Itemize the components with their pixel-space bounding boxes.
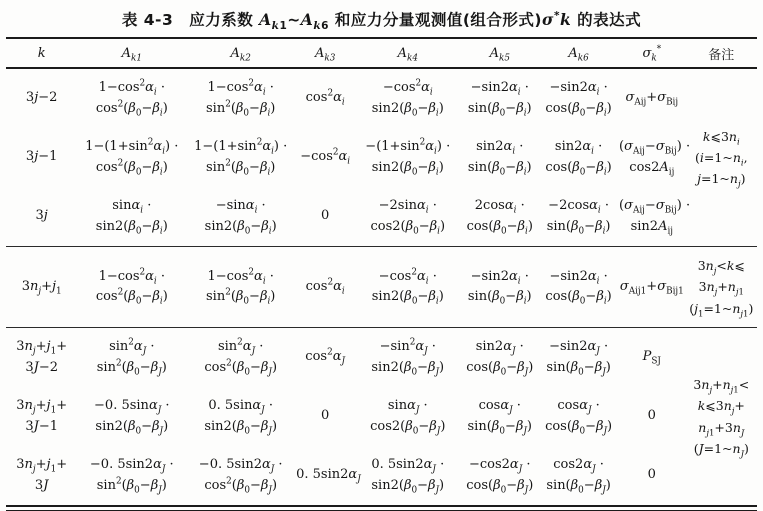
remark-line: $k⩽3n_j+$: [697, 398, 745, 417]
table-row: [6, 128, 757, 187]
cell-k: [6, 68, 77, 128]
formula-line: $\cos^2(\beta_0-\beta_i)$: [95, 99, 168, 119]
header-ak2: $A_{k2}$: [186, 38, 295, 68]
formula-line: cosα$_J$ ·: [478, 398, 521, 416]
cell-ak4: [355, 128, 460, 187]
formula-line: 0: [647, 408, 656, 424]
formula-line: 3j−2: [25, 90, 58, 106]
formula-line: $\sin(\beta_0-\beta_J)$: [467, 418, 532, 437]
cell-ak6: [539, 247, 618, 328]
cell-ak2: [186, 446, 295, 506]
formula-line: $\sigma_{Aij}+\sigma_{Bij}$: [625, 90, 679, 109]
cell-ak2: [186, 247, 295, 328]
formula-line: $\cos^2\alpha_i$: [305, 277, 345, 297]
remark-line: ($i=1\sim n_i$,: [695, 149, 748, 169]
formula-line: $\sin^2(\beta_0-\beta_i)$: [205, 287, 276, 307]
formula-line: $\sin 2(\beta_0-\beta_i)$: [371, 289, 444, 307]
formula-line: 3J−2: [25, 359, 58, 375]
bottom-rule: [6, 510, 757, 511]
cell-ak2: [186, 187, 295, 247]
remark-line: $j=1\sim n_j$): [697, 171, 746, 190]
cell-ak2: [186, 387, 295, 446]
formula-line: $-\cos^2\alpha_i$ ·: [378, 267, 437, 287]
formula-line: 3J: [34, 477, 49, 493]
formula-line: 3j−1: [25, 149, 58, 165]
cell-sigma: [618, 128, 691, 187]
formula-line: −0. $5\sin 2\alpha_J$ ·: [198, 457, 283, 475]
cell-ak5: [460, 328, 539, 388]
formula-line: $\cos^2\alpha_J$: [305, 348, 346, 368]
cell-ak1: [77, 187, 186, 247]
formula-line: −2cosα$_i$ ·: [548, 198, 609, 216]
cell-ak3: [295, 128, 355, 187]
formula-line: $-\sin 2\alpha_J$ ·: [549, 339, 609, 357]
formula-line: $\cos(\beta_0-\beta_J)$: [545, 418, 613, 437]
formula-line: $\sin^2(\beta_0-\beta_i)$: [205, 99, 276, 119]
formula-line: $1-\cos^2\alpha_i$ ·: [207, 267, 274, 287]
cell-ak2: [186, 68, 295, 128]
formula-line: $\cos 2A_{ij}$: [629, 159, 675, 178]
cell-ak4: [355, 387, 460, 446]
remark-line: $3n_j<k⩽$: [697, 258, 745, 277]
remark-line: $n_{j1}+3n_J$: [698, 419, 745, 438]
formula-line: $\sin^2\alpha_J$ ·: [109, 338, 155, 357]
formula-line: $-\sin 2\alpha_i$ ·: [470, 80, 529, 98]
cell-k: [6, 187, 77, 247]
cell-k: [6, 387, 77, 446]
table-row: [6, 446, 757, 506]
formula-line: −0. 5sinα$_J$ ·: [94, 398, 170, 416]
formula-line: $P_{SJ}$: [642, 349, 661, 368]
formula-line: $3n_j+j_1$: [21, 278, 62, 297]
formula-line: $\cos^2(\beta_0-\beta_i)$: [95, 287, 168, 307]
cell-k: [6, 328, 77, 388]
table-row: [6, 68, 757, 128]
cell-ak5: [460, 247, 539, 328]
formula-line: $-\sin 2\alpha_i$ ·: [549, 80, 608, 98]
cell-k: [6, 128, 77, 187]
formula-line: $-\cos 2\alpha_J$ ·: [468, 457, 531, 475]
formula-line: $1-(1+\sin^2\alpha_i)$ ·: [85, 138, 179, 157]
formula-line: $\sin 2(\beta_0-\beta_i)$: [371, 100, 444, 119]
table-header: [6, 38, 757, 68]
cell-ak3: [295, 328, 355, 388]
formula-line: $\cos(\beta_0-\beta_i)$: [545, 159, 612, 178]
formula-line: $\sin 2(\beta_0-\beta_i)$: [204, 218, 277, 237]
formula-line: $\cos 2(\beta_0-\beta_J)$: [370, 418, 446, 437]
formula-line: $-(1+\sin^2\alpha_i)$ ·: [365, 138, 451, 157]
cell-k: [6, 247, 77, 328]
formula-line: $(\sigma_{Aij}-\sigma_{Bij})$ ·: [619, 198, 691, 216]
remark-line: $3n_j+n_{j1}$: [698, 279, 744, 298]
formula-line: $\sin 2\alpha_i$ ·: [554, 139, 603, 157]
formula-line: $\cos^2(\beta_0-\beta_J)$: [204, 476, 278, 496]
formula-line: −0. $5\sin 2\alpha_J$ ·: [89, 457, 174, 475]
formula-line: cosα$_J$ ·: [557, 398, 600, 416]
cell-ak6: [539, 446, 618, 506]
formula-line: 3j: [35, 208, 48, 224]
header-row: [6, 38, 757, 68]
formula-line: $\sin(\beta_0-\beta_i)$: [467, 159, 532, 178]
cell-ak5: [460, 446, 539, 506]
cell-ak3: [295, 187, 355, 247]
formula-line: $\sin 2A_{ij}$: [630, 218, 674, 237]
formula-line: sinα$_J$ ·: [387, 398, 428, 416]
cell-ak1: [77, 247, 186, 328]
cell-ak1: [77, 328, 186, 388]
header-ak1: $A_{k1}$: [77, 38, 186, 68]
formula-line: $\sin^2(\beta_0-\beta_i)$: [205, 158, 276, 178]
formula-line: $(\sigma_{Aij}-\sigma_{Bij})$ ·: [619, 139, 691, 157]
formula-line: $\sin 2(\beta_0-\beta_J)$: [204, 418, 278, 437]
remark-line: $(J=1\sim n_J)$: [693, 440, 749, 460]
cell-ak5: [460, 68, 539, 128]
remark-line: $(j_1=1\sim n_{j1})$: [689, 300, 754, 320]
formula-line: 0: [647, 467, 656, 483]
formula-line: $\sin^2(\beta_0-\beta_J)$: [96, 476, 167, 496]
formula-line: $\sin^2\alpha_J$ ·: [217, 338, 264, 357]
cell-ak3: [295, 68, 355, 128]
cell-ak1: [77, 128, 186, 187]
header-ak3: $A_{k3}$: [295, 38, 355, 68]
table-body: [6, 68, 757, 506]
formula-line: $\cos(\beta_0-\beta_J)$: [466, 477, 534, 496]
cell-ak3: [295, 387, 355, 446]
formula-line: $1-(1+\sin^2\alpha_i)$ ·: [194, 138, 288, 157]
cell-ak6: [539, 187, 618, 247]
header-ak4: $A_{k4}$: [355, 38, 460, 68]
formula-line: $1-\cos^2\alpha_i$ ·: [98, 79, 166, 98]
formula-line: 0: [321, 208, 330, 224]
header-k: k: [6, 38, 77, 68]
cell-ak2: [186, 128, 295, 187]
formula-line: $-\sin 2\alpha_i$ ·: [549, 268, 608, 287]
formula-line: 0. $5\sin 2\alpha_J$ ·: [371, 457, 445, 475]
formula-line: $\sin 2(\beta_0-\beta_i)$: [95, 218, 168, 237]
formula-line: $\cos^2(\beta_0-\beta_i)$: [95, 158, 168, 178]
formula-line: $\cos 2\alpha_J$ ·: [553, 457, 604, 475]
formula-line: −2sinα$_i$ ·: [378, 198, 437, 216]
cell-ak1: [77, 387, 186, 446]
cell-ak5: [460, 187, 539, 247]
formula-line: $\cos(\beta_0-\beta_i)$: [545, 100, 612, 119]
cell-ak4: [355, 328, 460, 388]
formula-line: $\cos(\beta_0-\beta_J)$: [466, 359, 534, 378]
cell-ak6: [539, 128, 618, 187]
formula-line: $\sin 2(\beta_0-\beta_J)$: [371, 359, 445, 378]
cell-ak3: [295, 247, 355, 328]
formula-line: $\sin 2(\beta_0-\beta_i)$: [371, 159, 444, 178]
cell-remark: [686, 328, 757, 507]
formula-line: 0. $5\sin 2\alpha_J$: [296, 467, 361, 486]
cell-remark: [686, 247, 757, 328]
cell-ak3: [295, 446, 361, 506]
cell-ak1: [77, 446, 186, 506]
formula-line: sinα$_i$ ·: [112, 198, 152, 216]
formula-line: $\sin 2\alpha_J$ ·: [475, 339, 524, 357]
formula-line: $\cos(\beta_0-\beta_i)$: [466, 218, 533, 237]
formula-line: $\cos^2(\beta_0-\beta_J)$: [204, 358, 278, 378]
header-ak6: $A_{k6}$: [539, 38, 618, 68]
formula-line: $\sin(\beta_0-\beta_J)$: [546, 477, 611, 496]
stress-coefficient-table: [6, 37, 757, 507]
cell-ak5: [460, 387, 539, 446]
cell-ak4: [355, 446, 460, 506]
formula-line: 3J−1: [25, 418, 58, 434]
formula-line: $\sin 2(\beta_0-\beta_J)$: [371, 477, 445, 496]
formula-line: $3n_j+j_1+$: [16, 457, 68, 475]
formula-line: $\cos^2\alpha_i$: [305, 89, 345, 109]
cell-ak6: [539, 387, 618, 446]
cell-sigma: [618, 68, 686, 128]
formula-line: $\cos 2(\beta_0-\beta_i)$: [370, 218, 446, 237]
formula-line: $3n_j+j_1+$: [16, 398, 68, 416]
formula-line: $-\sin 2\alpha_i$ ·: [470, 268, 529, 287]
formula-line: 0: [321, 408, 330, 424]
cell-ak5: [460, 128, 539, 187]
formula-line: $3n_j+j_1+$: [16, 339, 68, 357]
table-row: [6, 247, 757, 328]
formula-line: $\sin(\beta_0-\beta_i)$: [546, 218, 611, 237]
header-remark: 备注: [686, 38, 757, 68]
formula-line: $\sin(\beta_0-\beta_i)$: [467, 289, 532, 307]
cell-ak4: [355, 68, 460, 128]
cell-ak4: [355, 187, 460, 247]
formula-line: $\sin 2(\beta_0-\beta_J)$: [95, 418, 169, 437]
formula-line: $\sin 2\alpha_i$ ·: [476, 139, 524, 157]
header-ak5: $A_{k5}$: [460, 38, 539, 68]
cell-ak6: [539, 68, 618, 128]
cell-remark: [686, 68, 757, 247]
header-sigma: $\sigma_k^*$: [618, 38, 686, 68]
formula-line: $1-\cos^2\alpha_i$ ·: [98, 267, 166, 287]
formula-line: $1-\cos^2\alpha_i$ ·: [207, 79, 274, 98]
remark-line: $3n_j+n_{j1}<$: [693, 377, 750, 396]
formula-line: −sinα$_i$ ·: [215, 198, 266, 216]
formula-line: $\sin^2(\beta_0-\beta_J)$: [96, 358, 167, 378]
formula-line: $\sigma_{Aij1}+\sigma_{Bij1}$: [619, 278, 684, 297]
table-row: [6, 387, 757, 446]
formula-line: 0. 5sinα$_J$ ·: [208, 398, 273, 416]
remark-line: $k⩽3n_i$: [702, 128, 740, 148]
formula-line: $-\cos^2\alpha_i$: [300, 148, 351, 168]
cell-sigma: [618, 247, 686, 328]
cell-sigma: [618, 187, 691, 247]
cell-k: [6, 446, 77, 506]
formula-line: $\sin(\beta_0-\beta_i)$: [467, 100, 532, 119]
table-title: 表 4-3 应力系数 $A_{k1}\sim A_{k6}$ 和应力分量观测值(组合形式)σ*k 的表达式: [121, 9, 642, 33]
formula-line: $\cos(\beta_0-\beta_i)$: [545, 289, 612, 307]
table-row: [6, 187, 757, 247]
formula-line: $-\cos^2\alpha_i$: [382, 79, 433, 98]
formula-line: $-\sin^2\alpha_J$ ·: [379, 338, 436, 357]
cell-ak1: [77, 68, 186, 128]
formula-line: 2cosα$_i$ ·: [474, 198, 525, 216]
formula-line: $\sin(\beta_0-\beta_J)$: [546, 359, 611, 378]
cell-ak4: [355, 247, 460, 328]
table-row: [6, 328, 757, 388]
cell-sigma: [618, 446, 686, 506]
cell-ak2: [186, 328, 295, 388]
cell-sigma: [618, 387, 686, 446]
cell-ak6: [539, 328, 618, 388]
cell-sigma: [618, 328, 686, 388]
